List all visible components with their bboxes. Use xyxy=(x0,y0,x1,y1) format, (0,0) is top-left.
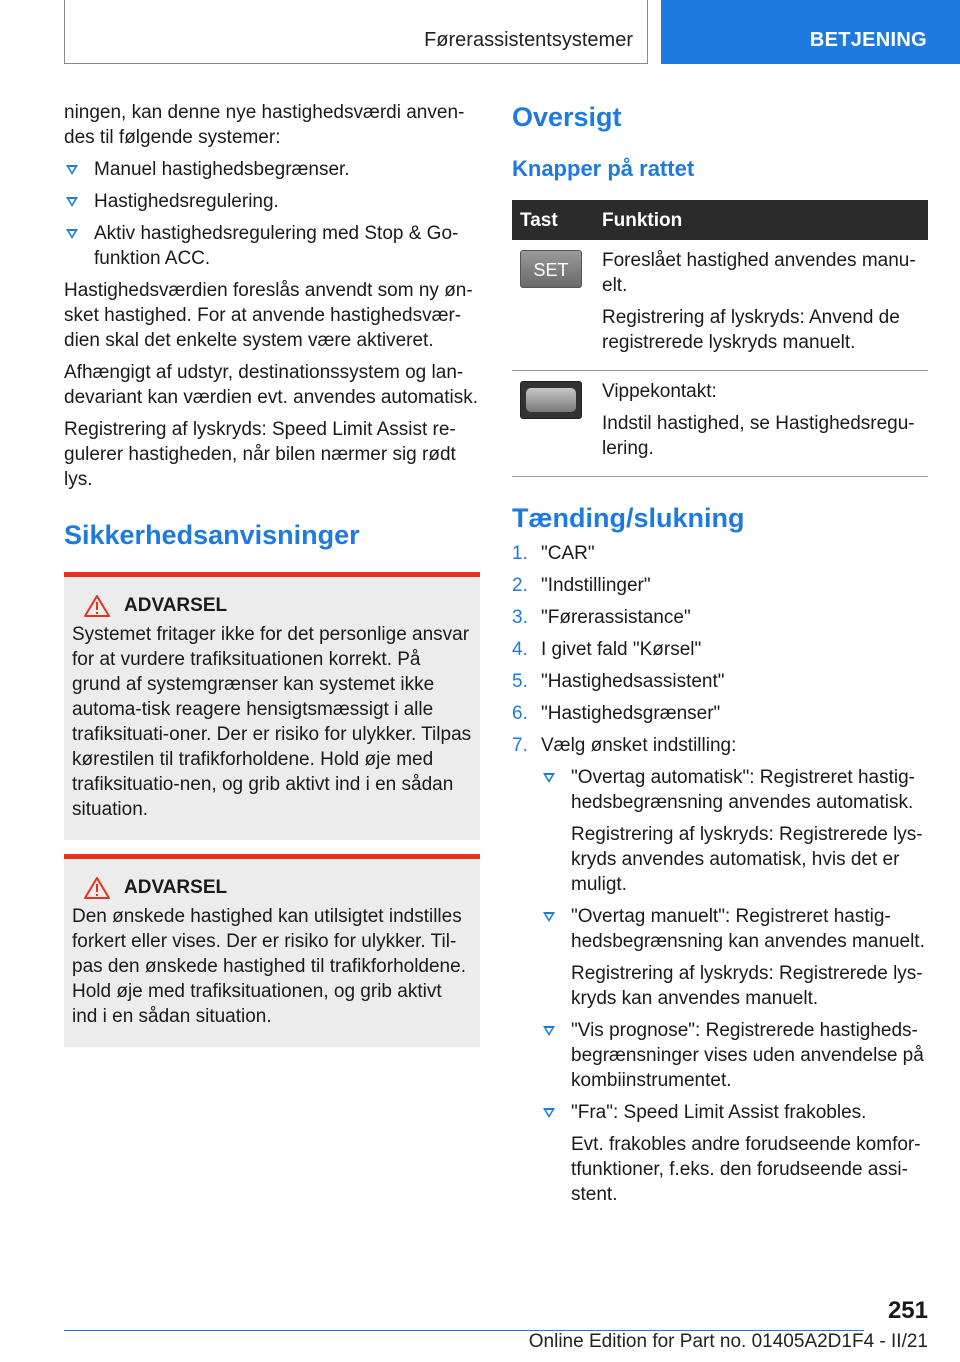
key-cell xyxy=(512,371,594,477)
option-item xyxy=(541,904,928,1011)
list-item xyxy=(64,189,480,214)
step-text: "Hastighedsassistent" xyxy=(541,671,725,692)
step-item xyxy=(512,541,928,566)
step-text: "CAR" xyxy=(541,543,595,564)
triangle-bullet-icon xyxy=(543,1108,555,1118)
function-text: Indstil hastighed, se Hastighedsregu-lering. xyxy=(602,413,915,459)
step-number: 5. xyxy=(512,671,528,692)
warning-title: ADVARSEL xyxy=(124,877,228,898)
options-list xyxy=(541,765,928,1207)
rocker-switch-icon xyxy=(520,381,582,419)
buttons-table xyxy=(512,200,928,477)
list-item xyxy=(64,157,480,182)
option-text: "Overtag automatisk": Registreret hastig-hedsbegrænsning anvendes automatisk. xyxy=(571,767,916,813)
list-item-text: Hastighedsregulering. xyxy=(94,191,279,212)
step-text: Vælg ønsket indstilling: xyxy=(541,735,737,756)
option-subtext: Registrering af lyskryds: Registrerede lys-kryds anvendes automatisk, hvis det er muligt. xyxy=(571,824,923,895)
set-button-icon: SET xyxy=(520,250,582,288)
warning-title: ADVARSEL xyxy=(124,595,228,616)
warning-triangle-icon xyxy=(84,595,110,617)
triangle-bullet-icon xyxy=(543,1026,555,1036)
step-text: "Hastighedsgrænser" xyxy=(541,703,721,724)
page-number: 251 xyxy=(887,1297,928,1324)
column-header-key: Tast xyxy=(512,200,594,240)
right-column xyxy=(512,100,928,1214)
buttons-heading: Knapper på rattet xyxy=(512,156,695,181)
body-paragraph: Afhængigt af udstyr, destinationssystem og lan-devariant kan værdien evt. anvendes automatisk. xyxy=(64,362,479,408)
key-cell xyxy=(512,240,594,371)
step-item xyxy=(512,701,928,726)
warning-header xyxy=(72,593,472,618)
step-item xyxy=(512,605,928,630)
option-text: "Overtag manuelt": Registreret hastig-hedsbegrænsning kan anvendes manuelt. xyxy=(571,906,925,952)
option-item xyxy=(541,1018,928,1093)
step-item xyxy=(512,733,928,1207)
list-item-text: Manuel hastighedsbegrænser. xyxy=(94,159,350,180)
option-text: "Vis prognose": Registrerede hastigheds-begrænsninger vises uden anvendelse på kombiinstrumentet. xyxy=(571,1020,924,1091)
warning-box xyxy=(64,572,480,840)
table-row xyxy=(512,240,928,371)
triangle-bullet-icon xyxy=(66,197,78,207)
triangle-bullet-icon xyxy=(66,165,78,175)
triangle-bullet-icon xyxy=(543,773,555,783)
onoff-heading: Tænding/slukning xyxy=(512,503,745,533)
table-header-row xyxy=(512,200,928,240)
option-subtext: Evt. frakobles andre forudseende komfor-tfunktioner, f.eks. den forudseende assi-stent. xyxy=(571,1134,921,1205)
footer-edition: Online Edition for Part no. 01405A2D1F4 - II/21 xyxy=(528,1331,928,1352)
step-number: 6. xyxy=(512,703,528,724)
option-text: "Fra": Speed Limit Assist frakobles. xyxy=(571,1102,867,1123)
triangle-bullet-icon xyxy=(66,229,78,239)
list-item-text: Aktiv hastighedsregulering med Stop & Go-funktion ACC. xyxy=(94,223,459,269)
warning-header xyxy=(72,875,472,900)
step-item xyxy=(512,637,928,662)
step-text: "Indstillinger" xyxy=(541,575,651,596)
column-header-function: Funktion xyxy=(594,200,928,240)
safety-heading: Sikkerhedsanvisninger xyxy=(64,520,360,550)
option-subtext: Registrering af lyskryds: Registrerede lys-kryds kan anvendes manuelt. xyxy=(571,963,923,1009)
function-cell xyxy=(594,240,928,371)
step-text: I givet fald "Kørsel" xyxy=(541,639,702,660)
intro-paragraph: ningen, kan denne nye hastighedsværdi anven-des til følgende systemer: xyxy=(64,102,465,148)
left-column xyxy=(64,100,480,1047)
option-item xyxy=(541,1100,928,1207)
systems-list xyxy=(64,157,480,271)
step-item xyxy=(512,669,928,694)
warning-triangle-icon xyxy=(84,877,110,899)
function-text: Vippekontakt: xyxy=(602,381,717,402)
table-row xyxy=(512,371,928,477)
function-cell xyxy=(594,371,928,477)
warning-text: Den ønskede hastighed kan utilsigtet indstilles forkert eller vises. Der er risiko for ulykker. Til-pas den ønskede hastighed til trafikforholdene. Hold øje med trafiksituationen, og grib aktivt ind i en sådan situation. xyxy=(72,906,466,1027)
step-number: 7. xyxy=(512,735,528,756)
function-text: Registrering af lyskryds: Anvend de registrerede lyskryds manuelt. xyxy=(602,307,900,353)
option-item xyxy=(541,765,928,897)
steps-list xyxy=(512,541,928,1207)
list-item xyxy=(64,221,480,271)
step-number: 4. xyxy=(512,639,528,660)
function-text: Foreslået hastighed anvendes manu-elt. xyxy=(602,250,916,296)
running-header-section: Førerassistentsystemer xyxy=(64,0,648,64)
step-text: "Førerassistance" xyxy=(541,607,691,628)
overview-heading: Oversigt xyxy=(512,102,622,132)
step-number: 1. xyxy=(512,543,528,564)
step-number: 3. xyxy=(512,607,528,628)
warning-box xyxy=(64,854,480,1047)
body-paragraph: Registrering af lyskryds: Speed Limit Assist re-gulerer hastigheden, når bilen nærmer sig rødt lys. xyxy=(64,419,456,490)
step-item xyxy=(512,573,928,598)
triangle-bullet-icon xyxy=(543,912,555,922)
running-header-chapter: BETJENING xyxy=(661,0,960,64)
body-paragraph: Hastighedsværdien foreslås anvendt som ny øn-sket hastighed. For at anvende hastighedsvær-dien skal det enkelte system være aktiveret. xyxy=(64,280,473,351)
step-number: 2. xyxy=(512,575,528,596)
warning-text: Systemet fritager ikke for det personlige ansvar for at vurdere trafiksituationen korrekt. På grund af systemgrænser kan systemet ikke automa-tisk reagere hensigtsmæssigt i alle trafiksituati-oner. Der er risiko for ulykker. Tilpas kørestilen til trafikforholdene. Hold øje med trafiksituatio-nen, og grib aktivt ind i en sådan situation. xyxy=(72,624,472,820)
